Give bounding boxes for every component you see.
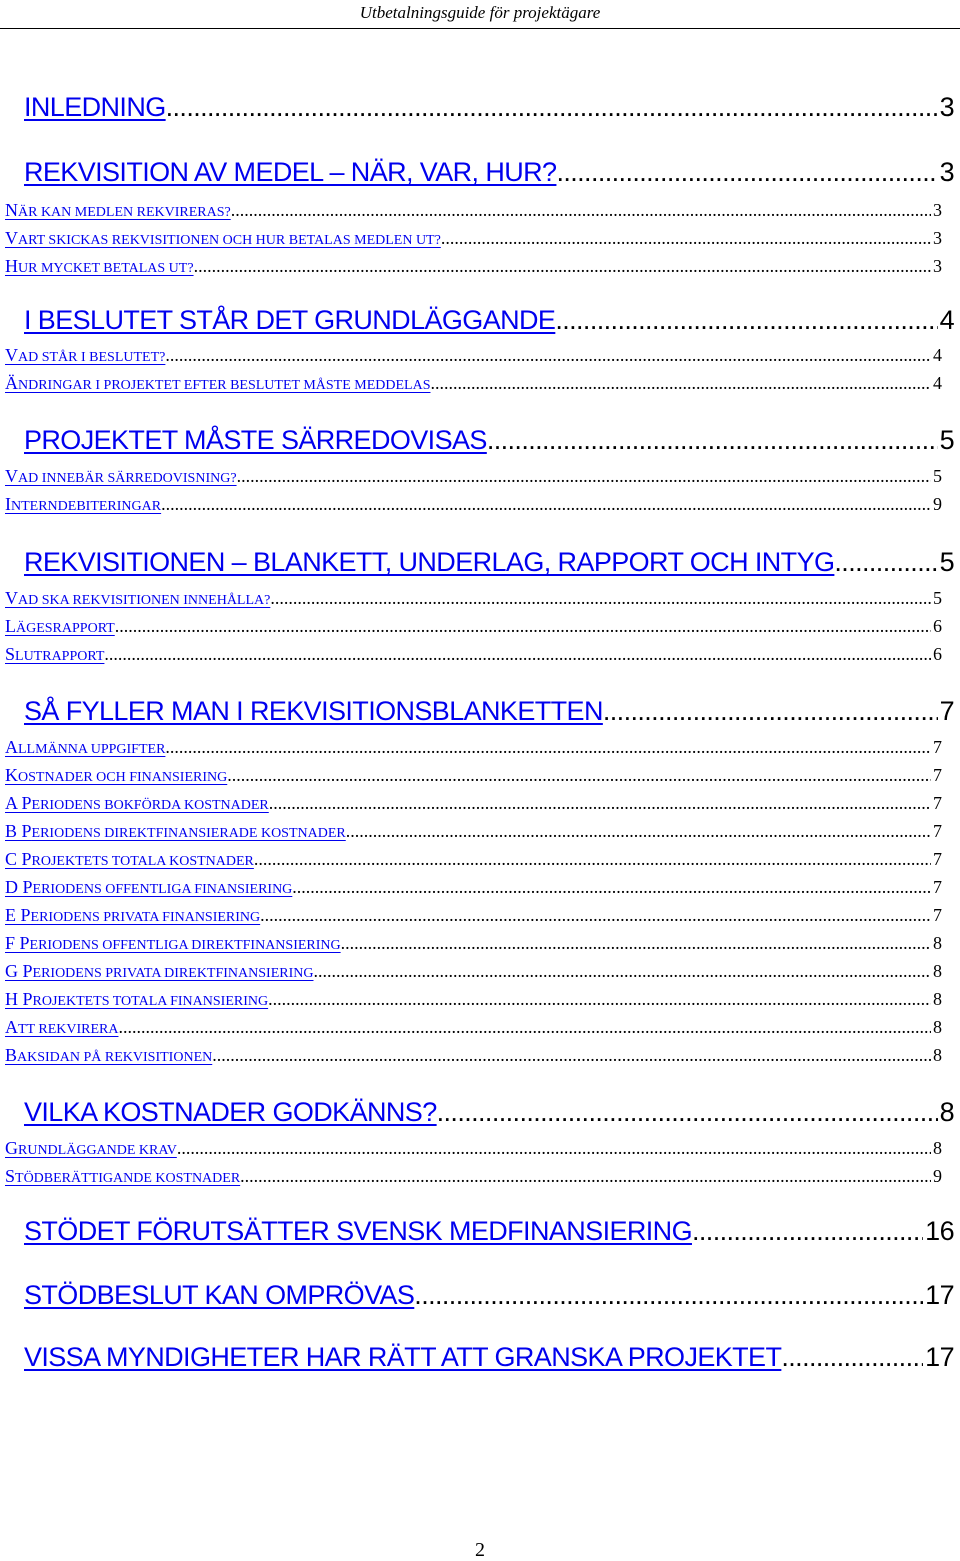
- toc-entry-initial: V: [5, 466, 18, 486]
- toc-entry-initial: B: [5, 1045, 18, 1065]
- dot-leader: [161, 494, 931, 515]
- toc-subentry[interactable]: [5, 793, 942, 814]
- toc-page-number: 7: [933, 849, 942, 869]
- toc-entry-link[interactable]: [5, 1166, 240, 1187]
- toc-entry-link[interactable]: [5, 765, 227, 786]
- toc-page-number: 3: [933, 200, 942, 220]
- toc-heading-entry[interactable]: [24, 547, 954, 578]
- toc-entry-link[interactable]: [5, 989, 268, 1010]
- toc-subentry[interactable]: [5, 345, 942, 366]
- toc-heading-entry[interactable]: [24, 1097, 954, 1128]
- toc-page-number: 8: [933, 961, 942, 981]
- toc-entry-link[interactable]: VILKA KOSTNADER GODKÄNNS?: [24, 1097, 437, 1127]
- toc-entry-initial: A: [5, 1017, 18, 1037]
- toc-heading-entry[interactable]: [24, 1342, 954, 1373]
- toc-page-number: 5: [939, 547, 954, 577]
- toc-subentry[interactable]: [5, 1166, 942, 1187]
- toc-entry-text: UR MYCKET BETALAS UT?: [18, 261, 194, 276]
- toc-entry-initial: F P: [5, 933, 30, 953]
- toc-subentry[interactable]: [5, 228, 942, 249]
- toc-entry-initial: E P: [5, 905, 31, 925]
- toc-subentry[interactable]: [5, 644, 942, 665]
- dot-leader: [227, 765, 931, 786]
- toc-subentry[interactable]: [5, 961, 942, 982]
- toc-page-number: 8: [933, 933, 942, 953]
- toc-page-number: 7: [933, 905, 942, 925]
- toc-entry-initial: V: [5, 345, 18, 365]
- toc-entry-link[interactable]: REKVISITION AV MEDEL – NÄR, VAR, HUR?: [24, 157, 557, 187]
- dot-leader: [231, 200, 931, 221]
- dot-leader: [104, 644, 931, 665]
- toc-page-number: 17: [925, 1280, 954, 1310]
- dot-leader: [270, 588, 931, 609]
- toc-page-number: 9: [933, 1166, 942, 1186]
- dot-leader: [556, 157, 937, 188]
- dot-leader: [177, 1138, 931, 1159]
- dot-leader: [115, 616, 931, 637]
- toc-entry-initial: G P: [5, 961, 33, 981]
- toc-entry-text: ERIODENS BOKFÖRDA KOSTNADER: [31, 798, 269, 813]
- toc-entry-initial: A P: [5, 793, 32, 813]
- toc-entry-link[interactable]: VISSA MYNDIGHETER HAR RÄTT ATT GRANSKA PROJEKTET: [24, 1342, 782, 1372]
- toc-entry-initial: N: [5, 200, 18, 220]
- dot-leader: [441, 228, 931, 249]
- dot-leader: [487, 425, 938, 456]
- dot-leader: [254, 849, 931, 870]
- toc-entry-initial: G: [5, 1138, 18, 1158]
- toc-page-number: 8: [939, 1097, 954, 1127]
- toc-subentry[interactable]: [5, 849, 942, 870]
- toc-entry-link[interactable]: [5, 588, 270, 609]
- dot-leader: [268, 989, 931, 1010]
- toc-entry-initial: S: [5, 1166, 16, 1186]
- dot-leader: [313, 961, 931, 982]
- toc-page-number: 8: [933, 989, 942, 1009]
- toc-entry-link[interactable]: [5, 1138, 177, 1159]
- toc-entry-initial: I: [5, 494, 11, 514]
- toc-entry-initial: C P: [5, 849, 32, 869]
- toc-subentry[interactable]: [5, 200, 942, 221]
- toc-entry-text: LLMÄNNA UPPGIFTER: [18, 742, 166, 757]
- dot-leader: [692, 1216, 923, 1247]
- toc-page-number: 7: [933, 765, 942, 785]
- toc-entry-text: AD SKA REKVISITIONEN INNEHÅLLA?: [18, 593, 271, 608]
- dot-leader: [212, 1045, 931, 1066]
- toc-entry-link[interactable]: REKVISITIONEN – BLANKETT, UNDERLAG, RAPPORT OCH INTYG: [24, 547, 835, 577]
- toc-subentry[interactable]: [5, 373, 942, 394]
- toc-entry-initial: K: [5, 765, 18, 785]
- page-number: 2: [475, 1539, 485, 1561]
- toc-entry-initial: H: [5, 256, 18, 276]
- toc-entry-text: ERIODENS PRIVATA FINANSIERING: [30, 910, 261, 925]
- toc-entry-link[interactable]: [5, 466, 237, 487]
- dot-leader: [165, 737, 931, 758]
- toc-subentry[interactable]: [5, 877, 942, 898]
- toc-entry-link[interactable]: PROJEKTET MÅSTE SÄRREDOVISAS: [24, 425, 487, 455]
- toc-page-number: 7: [933, 737, 942, 757]
- toc-page-number: 9: [933, 494, 942, 514]
- toc-entry-link[interactable]: [5, 644, 104, 665]
- dot-leader: [346, 821, 931, 842]
- toc-subentry[interactable]: [5, 737, 942, 758]
- dot-leader: [240, 1166, 931, 1187]
- toc-entry-initial: A: [5, 737, 18, 757]
- toc-page-number: 7: [933, 821, 942, 841]
- toc-subentry[interactable]: [5, 588, 942, 609]
- toc-heading-entry[interactable]: [24, 92, 954, 123]
- dot-leader: [437, 1097, 938, 1128]
- toc-entry-text: ERIODENS PRIVATA DIREKTFINANSIERING: [32, 966, 314, 981]
- toc-subentry[interactable]: [5, 765, 942, 786]
- toc-page-number: 3: [939, 92, 954, 122]
- toc-entry-text: AKSIDAN PÅ REKVISITIONEN: [17, 1050, 213, 1065]
- toc-page-number: 7: [933, 793, 942, 813]
- toc-page-number: 5: [939, 425, 954, 455]
- toc-page-number: 7: [939, 696, 954, 726]
- toc-heading-entry[interactable]: [24, 425, 954, 456]
- toc-entry-link[interactable]: [5, 793, 269, 814]
- dot-leader: [194, 256, 931, 277]
- toc-entry-link[interactable]: [5, 877, 292, 898]
- toc-page-number: 17: [925, 1342, 954, 1372]
- toc-entry-text: OSTNADER OCH FINANSIERING: [18, 770, 228, 785]
- toc-subentry[interactable]: [5, 1017, 942, 1038]
- toc-subentry[interactable]: [5, 256, 942, 277]
- toc-entry-link[interactable]: [5, 849, 254, 870]
- toc-entry-link[interactable]: [5, 256, 194, 277]
- toc-page-number: 4: [933, 373, 942, 393]
- toc-entry-link[interactable]: [5, 933, 341, 954]
- toc-subentry[interactable]: [5, 989, 942, 1010]
- toc-page-number: 4: [933, 345, 942, 365]
- toc-page-number: 8: [933, 1045, 942, 1065]
- toc-subentry[interactable]: [5, 1045, 942, 1066]
- toc-entry-initial: B P: [5, 821, 32, 841]
- dot-leader: [166, 92, 938, 123]
- toc-entry-link[interactable]: I BESLUTET STÅR DET GRUNDLÄGGANDE: [24, 305, 556, 335]
- toc-entry-link[interactable]: [5, 200, 231, 221]
- toc-page-number: 7: [933, 877, 942, 897]
- toc-heading-entry[interactable]: [24, 696, 954, 727]
- toc-page-number: 3: [933, 256, 942, 276]
- toc-entry-link[interactable]: [5, 373, 431, 394]
- dot-leader: [292, 877, 931, 898]
- toc-entry-link[interactable]: [5, 228, 441, 249]
- dot-leader: [834, 547, 937, 578]
- toc-page-number: 8: [933, 1017, 942, 1037]
- toc-subentry[interactable]: [5, 494, 942, 515]
- toc-page-number: 5: [933, 466, 942, 486]
- toc-page-number: 5: [933, 588, 942, 608]
- toc-entry-link[interactable]: [5, 737, 165, 758]
- toc-page-number: 3: [933, 228, 942, 248]
- toc-entry-text: AD STÅR I BESLUTET?: [18, 350, 166, 365]
- toc-subentry[interactable]: [5, 616, 942, 637]
- toc-subentry[interactable]: [5, 933, 942, 954]
- toc-subentry[interactable]: [5, 1138, 942, 1159]
- toc-entry-link[interactable]: [5, 1045, 212, 1066]
- toc-entry-text: ERIODENS OFFENTLIGA FINANSIERING: [32, 882, 293, 897]
- toc-entry-link[interactable]: STÖDBESLUT KAN OMPRÖVAS: [24, 1280, 415, 1310]
- dot-leader: [165, 345, 931, 366]
- toc-subentry[interactable]: [5, 905, 942, 926]
- toc-entry-text: LUTRAPPORT: [15, 649, 105, 664]
- toc-entry-initial: S: [5, 644, 16, 664]
- toc-entry-text: ROJEKTETS TOTALA KOSTNADER: [31, 854, 254, 869]
- toc-entry-text: NTERNDEBITERINGAR: [11, 499, 162, 514]
- dot-leader: [603, 696, 938, 727]
- toc-entry-text: AD INNEBÄR SÄRREDOVISNING?: [18, 471, 237, 486]
- toc-entry-text: ART SKICKAS REKVISITIONEN OCH HUR BETALAS MEDLEN UT?: [18, 233, 441, 248]
- toc-subentry[interactable]: [5, 821, 942, 842]
- toc-entry-initial: V: [5, 228, 18, 248]
- dot-leader: [414, 1280, 923, 1311]
- toc-entry-text: TÖDBERÄTTIGANDE KOSTNADER: [15, 1171, 241, 1186]
- dot-leader: [781, 1342, 923, 1373]
- toc-entry-text: RUNDLÄGGANDE KRAV: [18, 1143, 177, 1158]
- running-header: Utbetalningsguide för projektägare: [359, 3, 601, 22]
- toc-page-number: 8: [933, 1138, 942, 1158]
- toc-entry-text: ROJEKTETS TOTALA FINANSIERING: [32, 994, 269, 1009]
- toc-subentry[interactable]: [5, 466, 942, 487]
- toc-page-number: 16: [925, 1216, 954, 1246]
- toc-page-number: 4: [939, 305, 954, 335]
- toc-entry-text: TT REKVIRERA: [18, 1022, 119, 1037]
- toc-entry-link[interactable]: SÅ FYLLER MAN I REKVISITIONSBLANKETTEN: [24, 696, 603, 726]
- dot-leader: [118, 1017, 931, 1038]
- toc-entry-text: ERIODENS DIREKTFINANSIERADE KOSTNADER: [31, 826, 346, 841]
- toc-entry-link[interactable]: [5, 905, 260, 926]
- toc-page-number: 6: [933, 616, 942, 636]
- toc-entry-initial: D P: [5, 877, 33, 897]
- dot-leader: [341, 933, 931, 954]
- dot-leader: [431, 373, 932, 394]
- toc-page-number: 6: [933, 644, 942, 664]
- toc-page-number: 3: [939, 157, 954, 187]
- toc-entry-text: ÄGESRAPPORT: [16, 621, 115, 636]
- dot-leader: [269, 793, 931, 814]
- toc-entry-link[interactable]: [5, 494, 161, 515]
- toc-entry-initial: H P: [5, 989, 33, 1009]
- dot-leader: [237, 466, 931, 487]
- toc-entry-link[interactable]: INLEDNING: [24, 92, 166, 122]
- toc-heading-entry[interactable]: [24, 305, 954, 336]
- dot-leader: [555, 305, 937, 336]
- toc-entry-text: ERIODENS OFFENTLIGA DIREKTFINANSIERING: [29, 938, 341, 953]
- toc-entry-link[interactable]: [5, 1017, 118, 1038]
- toc-entry-link[interactable]: STÖDET FÖRUTSÄTTER SVENSK MEDFINANSIERING: [24, 1216, 692, 1246]
- toc-entry-initial: L: [5, 616, 16, 636]
- toc-entry-link[interactable]: [5, 345, 165, 366]
- toc-entry-initial: V: [5, 588, 18, 608]
- toc-entry-text: ÄR KAN MEDLEN REKVIRERAS?: [18, 205, 231, 220]
- toc-heading-entry[interactable]: [24, 1280, 954, 1311]
- toc-entry-link[interactable]: [5, 821, 346, 842]
- toc-entry-text: NDRINGAR I PROJEKTET EFTER BESLUTET MÅSTE MEDDELAS: [18, 378, 431, 393]
- toc-entry-initial: Ä: [5, 373, 18, 393]
- toc-entry-link[interactable]: [5, 961, 313, 982]
- toc-heading-entry[interactable]: [24, 1216, 954, 1247]
- toc-entry-link[interactable]: [5, 616, 115, 637]
- dot-leader: [260, 905, 931, 926]
- toc-heading-entry[interactable]: [24, 157, 954, 188]
